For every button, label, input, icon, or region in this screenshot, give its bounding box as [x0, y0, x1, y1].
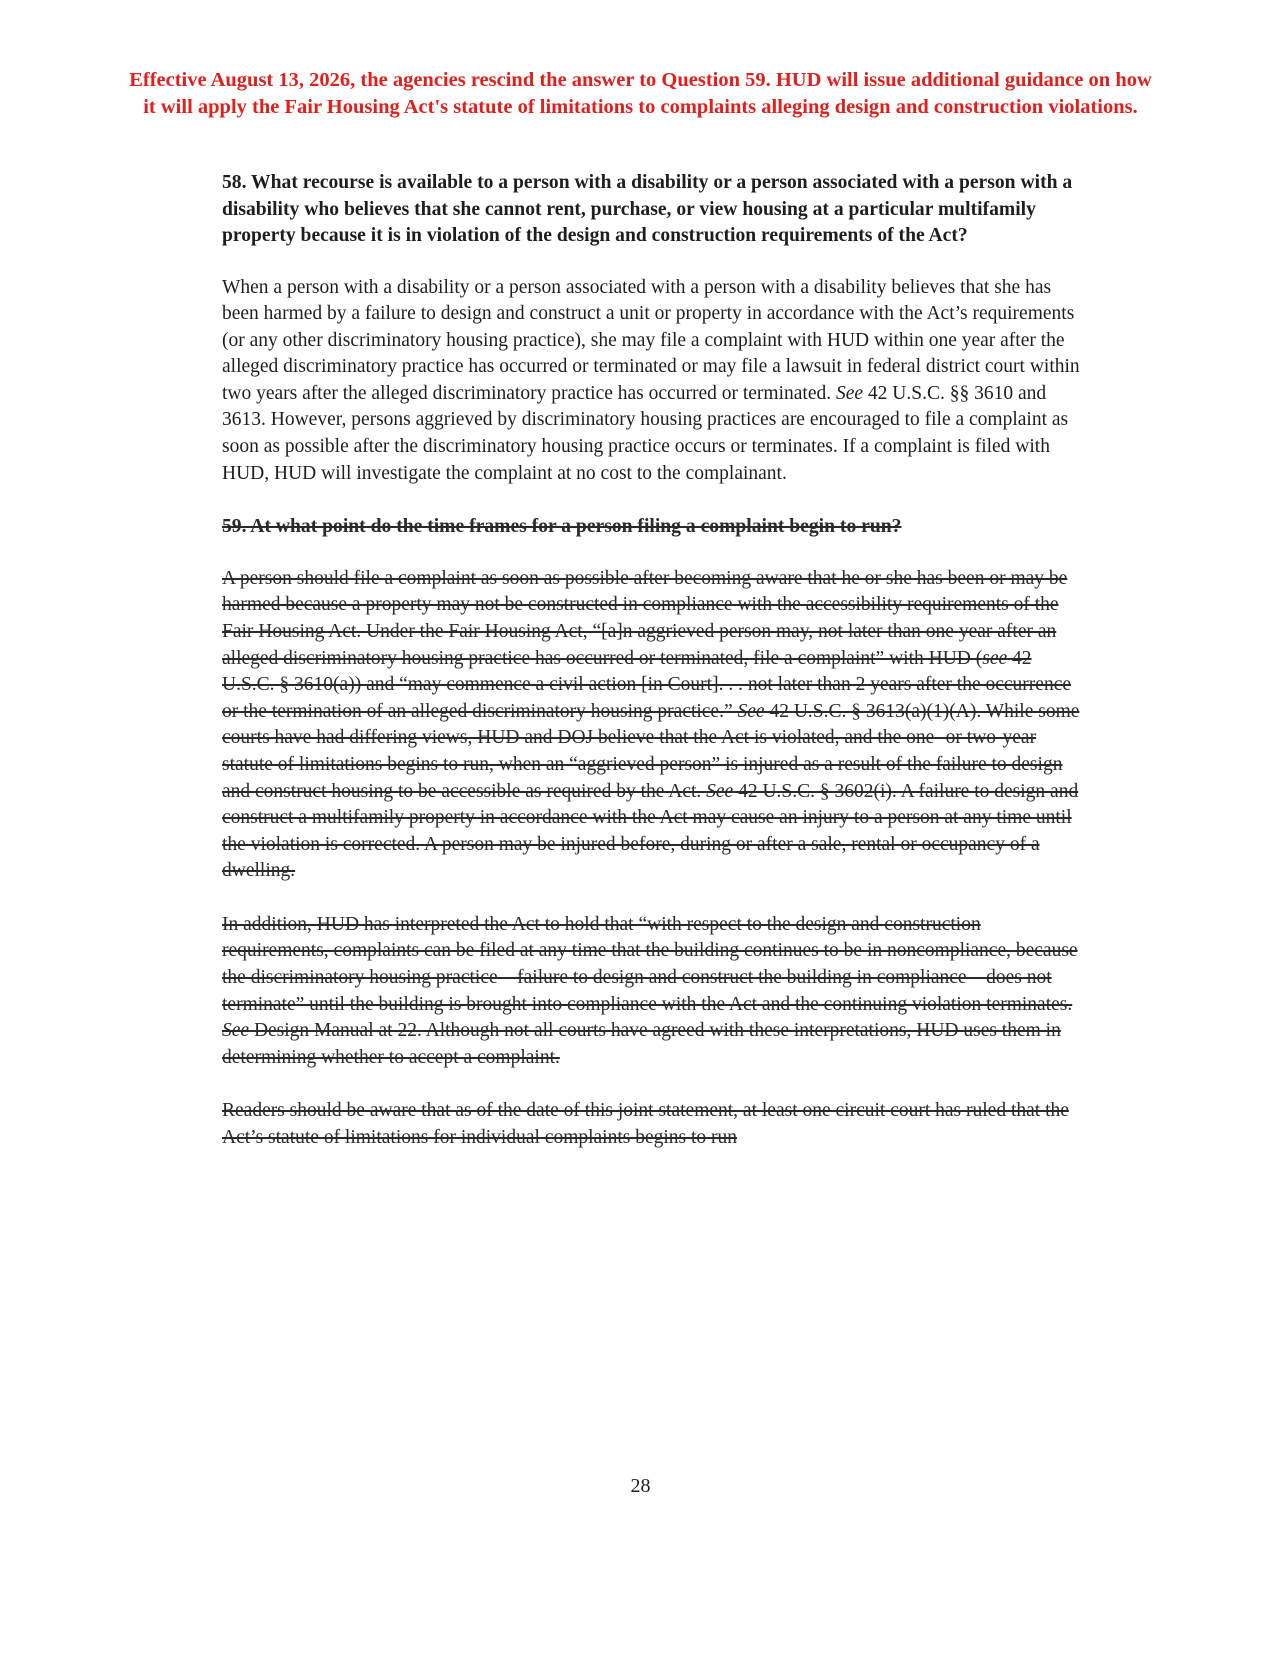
see-citation-signal: see	[982, 647, 1008, 669]
see-citation-signal: See	[222, 1020, 250, 1042]
see-citation-signal: See	[737, 700, 765, 722]
answer-59-p1-text-4: 42 U.S.C. § 3602(i). A failure to design and construct a multifamily property in accordance with the Act may cause an injury to a person at any time until the violation is corrected. A person may be injured before, during or after a sale, rental or occupancy of a dwelling.	[222, 780, 1079, 882]
question-58-heading: 58. What recourse is available to a person with a disability or a person associated with a person with a disability who believes that she cannot rent, purchase, or view housing at a particular multifamily property because it is in violation of the design and construction requirements of the Act?	[222, 172, 1073, 246]
answer-59-p1-text-1: A person should file a complaint as soon as possible after becoming aware that he or she has been or may be harmed because a property may not be constructed in compliance with the accessibility requirements of the Fair Housing Act. Under the Fair Housing Act, “[a]n aggrieved person may, not later than one year after an alleged discriminatory housing practice has occurred or terminated, file a complaint” with HUD (	[222, 567, 1068, 669]
see-citation-signal: See	[706, 780, 734, 802]
see-citation-signal: See	[835, 382, 864, 404]
page-number: 28	[630, 1475, 651, 1497]
answer-58-text-2: 42 U.S.C. §§ 3610 and 3613. However, persons aggrieved by discriminatory housing practices are encouraged to file a complaint as soon as possible after the discriminatory housing practice occurs or terminates. If a complaint is filed with HUD, HUD will investigate the complaint at no cost to the complainant.	[222, 382, 1069, 484]
answer-58-text-1: When a person with a disability or a person associated with a person with a disability believes that she has been harmed by a failure to design and construct a unit or property in accordance with the Act’s requirements (or any other discriminatory housing practice), she may file a complaint with HUD within one year after the alleged discriminatory practice has occurred or terminated or may file a lawsuit in federal district court within two years after the alleged discriminatory practice has occurred or terminated.	[222, 276, 1080, 404]
question-58-answer	[222, 275, 1082, 488]
notice-line-1: Effective August 13, 2026, the agencies rescind the answer to Question 59. HUD will issue additional guidance on how	[129, 69, 1152, 91]
faq-content	[222, 170, 1082, 1152]
question-59-answer-paragraph-3: Readers should be aware that as of the date of this joint statement, at least one circuit court has ruled that the Act’s statute of limitations for individual complaints begins to run	[222, 1100, 1069, 1149]
answer-59-p2-text-2: Design Manual at 22. Although not all courts have agreed with these interpretations, HUD uses them in determining whether to accept a complaint.	[222, 1020, 1061, 1068]
notice-line-2: it will apply the Fair Housing Act's statute of limitations to complaints alleging design and construction violations.	[143, 96, 1138, 118]
question-59-heading: 59. At what point do the time frames for a person filing a complaint begin to run?	[222, 516, 902, 538]
question-59-answer-paragraph-1	[222, 566, 1082, 885]
rescission-notice	[40, 67, 1241, 121]
answer-59-p1-text-2: 42 U.S.C. § 3610(a)) and “may commence a civil action [in Court]. . . not later than 2 years after the occurrence or the termination of an alleged discriminatory housing practice.”	[222, 647, 1072, 722]
answer-59-p2-text-1: In addition, HUD has interpreted the Act to hold that “with respect to the design and construction requirements, complaints can be filed at any time that the building continues to be in noncompliance, because the discriminatory housing practice – failure to design and construct the building in compliance – does not terminate” until the building is brought into compliance with the Act and the continuing violation terminates.	[222, 913, 1078, 1015]
question-59-answer-paragraph-2	[222, 912, 1082, 1072]
answer-59-p1-text-3: 42 U.S.C. § 3613(a)(1)(A). While some courts have had differing views, HUD and DOJ believe that the Act is violated, and the one- or two-year statute of limitations begins to run, when an “aggrieved person” is injured as a result of the failure to design and construct housing to be accessible as required by the Act.	[222, 700, 1080, 802]
